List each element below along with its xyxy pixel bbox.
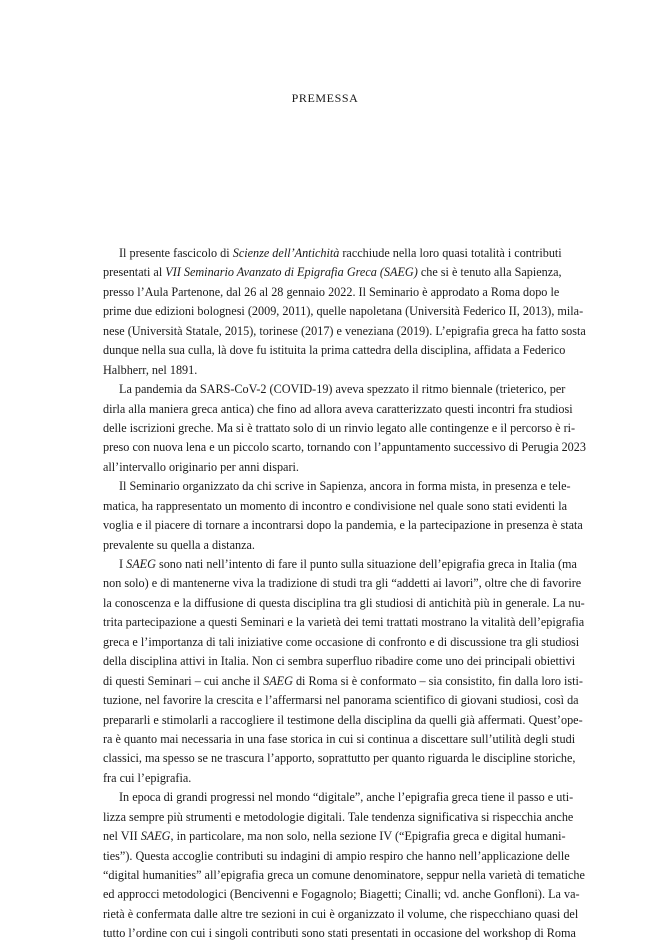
text-line: la conoscenza e la diffusione di questa disciplina tra gli studiosi di antichità più in generale. La nu- bbox=[103, 595, 585, 610]
text-line: matica, ha rappresentato un momento di incontro e condivisione nel quale sono stati evidenti la bbox=[103, 498, 568, 513]
text-line: non solo) e di mantenerne viva la tradizione di studi tra gli “addetti ai lavori”, oltre che di favorire bbox=[103, 576, 582, 591]
text-line: dunque nella sua culla, là dove fu istituita la prima cattedra della disciplina, affidata a Federico bbox=[103, 343, 566, 358]
text-line: Il Seminario organizzato da chi scrive in Sapienza, ancora in forma mista, in presenza e tele- bbox=[119, 479, 571, 494]
text-line: fra cui l’epigrafia. bbox=[103, 770, 192, 785]
paragraph bbox=[103, 788, 585, 944]
text-line: classici, ma spesso se ne trascura l’apporto, soprattutto per quanto riguarda le discipline storiche, bbox=[103, 751, 576, 766]
body-text bbox=[103, 244, 586, 944]
text-line: greca e l’importanza di tali iniziative come occasione di confronto e di discussione tra gli studiosi bbox=[103, 634, 580, 649]
text-line: presentati al VII Seminario Avanzato di Epigrafia Greca (SAEG) che si è tenuto alla Sapienza, bbox=[103, 265, 562, 280]
text-line: nel VII SAEG, in particolare, ma non solo, nella sezione IV (“Epigrafia greca e digital humani- bbox=[103, 829, 566, 844]
text-line: della disciplina attivi in Italia. Non ci sembra superfluo ribadire come uno dei principali obiettivi bbox=[103, 654, 576, 669]
text-line: Il presente fascicolo di Scienze dell’Antichità racchiude nella loro quasi totalità i contributi bbox=[119, 246, 562, 260]
text-line: prevalente su quella a distanza. bbox=[103, 537, 255, 552]
text-line: prepararli e stimolarli a raccogliere il testimone della disciplina da quelli già affermati. Quest’ope- bbox=[103, 712, 583, 727]
text-line: tutto l’ordine con cui i singoli contributi sono stati presentati in occasione del workshop di Roma bbox=[103, 926, 576, 941]
text-line: trita partecipazione a questi Seminari e la varietà dei temi trattati mostrano la vitalità dell’epigrafia bbox=[103, 615, 585, 630]
text-line: nese (Università Statale, 2015), torinese (2017) e veneziana (2019). L’epigrafia greca ha fatto sosta bbox=[103, 323, 586, 338]
text-line: rietà è confermata dalle altre tre sezioni in cui è organizzato il volume, che rispecchiano quasi del bbox=[103, 906, 579, 921]
text-line: delle iscrizioni greche. Ma si è trattato solo di un rinvio legato alle contingenze e il percorso è ri- bbox=[103, 420, 576, 435]
text-line: presso l’Aula Partenone, dal 26 al 28 gennaio 2022. Il Seminario è approdato a Roma dopo le bbox=[103, 284, 560, 299]
text-line: La pandemia da SARS-CoV-2 (COVID-19) aveva spezzato il ritmo biennale (trieterico, per bbox=[119, 382, 566, 397]
text-line: voglia e il piacere di tornare a incontrarsi dopo la pandemia, e la partecipazione in presenza è stata bbox=[103, 518, 583, 533]
text-line: di questi Seminari – cui anche il SAEG di Roma si è conformato – sia consistito, fin dalla loro isti- bbox=[103, 673, 583, 688]
text-line: Halbherr, nel 1891. bbox=[103, 362, 198, 377]
text-line: prime due edizioni bolognesi (2009, 2011), quelle napoletana (Università Federico II, 2013), mila- bbox=[103, 304, 584, 319]
text-line: I SAEG sono nati nell’intento di fare il punto sulla situazione dell’epigrafia greca in Italia (ma bbox=[119, 557, 577, 571]
text-line: ties”). Questa accoglie contributi su indagini di ampio respiro che hanno nell’applicazione delle bbox=[103, 848, 570, 863]
paragraph bbox=[103, 477, 583, 555]
paragraph bbox=[103, 380, 586, 477]
paragraph bbox=[103, 244, 586, 380]
text-line: ra è quanto mai necessaria in una fase storica in cui si continua a discettare sull’utilità degli studi bbox=[103, 731, 576, 746]
text-line: “digital humanities” all’epigrafia greca un comune denominatore, seppur nella varietà di tematiche bbox=[103, 868, 585, 882]
text-line: dirla alla maniera greca antica) che fino ad allora aveva caratterizzato questi incontri fra studiosi bbox=[103, 401, 573, 416]
text-line: all’intervallo originario per anni dispari. bbox=[103, 459, 299, 474]
text-line: ed approcci metodologici (Bencivenni e Fogagnolo; Biagetti; Cinalli; vd. anche Gonfloni). La va- bbox=[103, 887, 580, 902]
page-title: PREMESSA bbox=[291, 91, 359, 105]
paragraph bbox=[103, 555, 585, 788]
text-line: preso con nuova lena e un piccolo scarto, tornando con l’appuntamento successivo di Perugia 2023 bbox=[103, 440, 586, 455]
text-line: In epoca di grandi progressi nel mondo “digitale”, anche l’epigrafia greca tiene il passo e uti- bbox=[119, 790, 574, 805]
text-line: lizza sempre più strumenti e metodologie digitali. Tale tendenza significativa si rispecchia anche bbox=[103, 809, 574, 824]
text-line: tuzione, nel favorire la crescita e l’affermarsi nel panorama scientifico di giovani studiosi, così da bbox=[103, 693, 579, 708]
